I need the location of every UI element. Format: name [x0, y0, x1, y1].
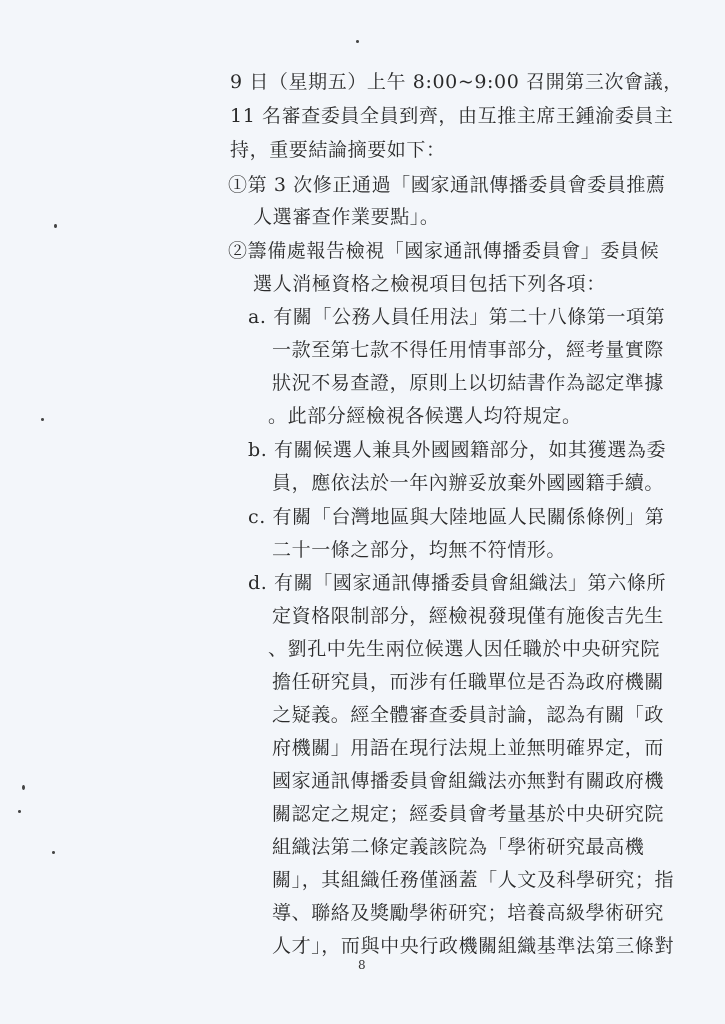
intro-line: 11 名審查委員全員到齊，由互推主席王鍾渝委員主: [230, 105, 674, 127]
scan-speck: [41, 418, 44, 421]
scan-speck: [22, 785, 25, 790]
sub-a-line: 。此部分經檢視各候選人均符規定。: [268, 405, 582, 427]
sub-c-line: c. 有關「台灣地區與大陸地區人民關係條例」第: [248, 506, 665, 528]
sub-a-line: a. 有關「公務人員任用法」第二十八條第一項第: [248, 306, 666, 328]
sub-d-line: 之疑義。經全體審查委員討論，認為有關「政: [272, 704, 665, 726]
sub-d-line: 人才」，而與中央行政機關組織基準法第三條對: [272, 935, 675, 957]
sub-a-line: 狀況不易查證，原則上以切結書作為認定準據: [272, 372, 665, 394]
page-number: 8: [358, 958, 366, 972]
sub-b-line: 員，應依法於一年內辦妥放棄外國國籍手續。: [272, 472, 665, 494]
item-2-line: 選人消極資格之檢視項目包括下列各項：: [253, 273, 606, 295]
sub-b-line: b. 有關候選人兼具外國國籍部分，如其獲選為委: [248, 439, 667, 461]
sub-d-line: 導、聯絡及獎勵學術研究；培養高級學術研究: [272, 902, 665, 924]
sub-d-line: 擔任研究員，而涉有任職單位是否為政府機關: [272, 671, 665, 693]
intro-line: 9 日（星期五）上午 8:00~9:00 召開第三次會議，: [230, 71, 683, 93]
sub-d-line: 定資格限制部分，經檢視發現僅有施俊吉先生: [272, 605, 665, 627]
sub-d-line: 關」，其組織任務僅涵蓋「人文及科學研究；指: [272, 869, 675, 891]
sub-d-line: 、劉孔中先生兩位候選人因任職於中央研究院: [268, 638, 661, 660]
scan-speck: [52, 851, 55, 854]
sub-d-line: 關認定之規定；經委員會考量基於中央研究院: [272, 803, 665, 825]
sub-d-line: 國家通訊傳播委員會組織法亦無對有關政府機: [272, 770, 665, 792]
scan-speck: [356, 40, 359, 43]
item-1-line: ①第 3 次修正通過「國家通訊傳播委員會委員推薦: [228, 174, 666, 196]
item-2-line: ②籌備處報告檢視「國家通訊傳播委員會」委員候: [228, 240, 660, 262]
intro-line: 持，重要結論摘要如下：: [230, 139, 446, 161]
sub-a-line: 一款至第七款不得任用情事部分，經考量實際: [272, 339, 665, 361]
sub-d-line: 組織法第二條定義該院為「學術研究最高機: [272, 836, 645, 858]
item-1-line: 人選審查作業要點」。: [253, 206, 440, 228]
scan-speck: [18, 810, 21, 813]
sub-d-line: d. 有關「國家通訊傳播委員會組織法」第六條所: [248, 572, 667, 594]
scan-speck: [54, 224, 57, 228]
sub-c-line: 二十一條之部分，均無不符情形。: [272, 539, 567, 561]
sub-d-line: 府機關」用語在現行法規上並無明確界定，而: [272, 737, 665, 759]
